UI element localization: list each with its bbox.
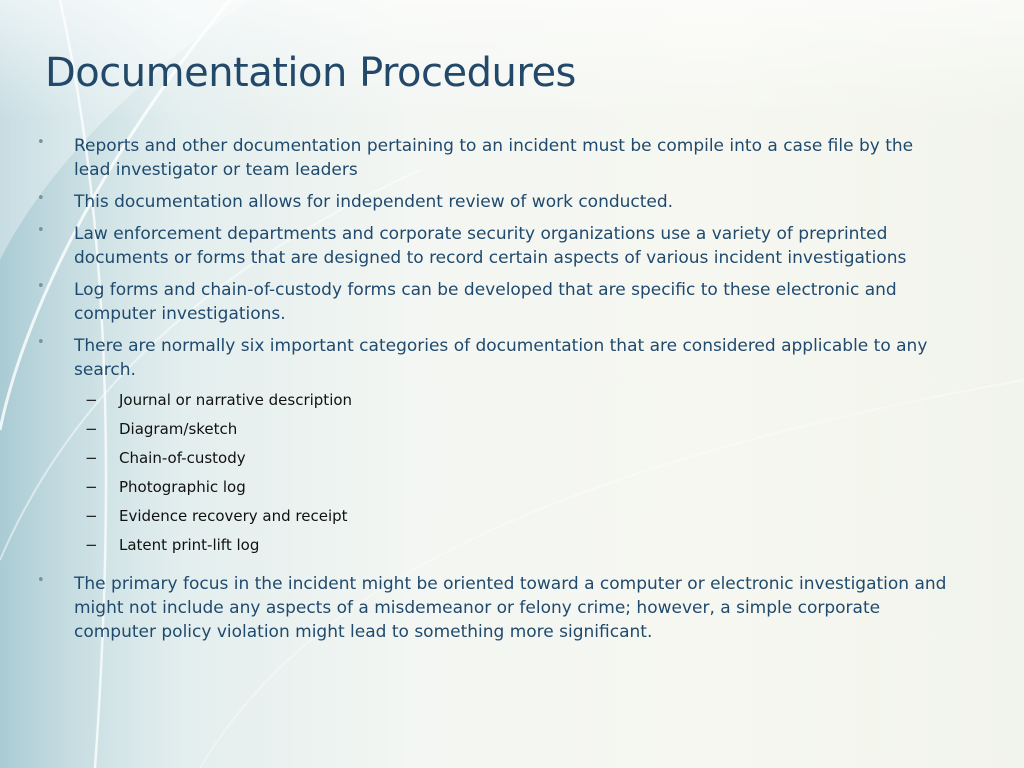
- slide-title: Documentation Procedures: [45, 50, 576, 96]
- documentation-categories-list: [74, 390, 954, 564]
- sub-item-text: Photographic log: [119, 478, 246, 496]
- sub-item-text: Latent print-lift log: [119, 536, 260, 554]
- sub-item-text: Chain-of-custody: [119, 449, 246, 467]
- dash-marker: −: [85, 478, 98, 496]
- dash-marker: −: [85, 507, 98, 525]
- sub-list-item: [74, 477, 954, 506]
- dash-marker: −: [85, 420, 98, 438]
- bullet-marker: •: [37, 191, 45, 206]
- dash-marker: −: [85, 536, 98, 554]
- bullet-marker: •: [37, 279, 45, 294]
- bullet-item: [0, 190, 954, 214]
- bullet-item: [0, 334, 954, 564]
- bullet-marker: •: [37, 335, 45, 350]
- bullet-marker: •: [37, 223, 45, 238]
- bullet-text: Law enforcement departments and corporate security organizations use a variety of preprinted documents or forms that are designed to record certain aspects of various incident investigations: [74, 224, 907, 268]
- bullet-text: There are normally six important categories of documentation that are considered applicable to any search.: [74, 336, 928, 380]
- sub-item-text: Diagram/sketch: [119, 420, 238, 438]
- dash-marker: −: [85, 391, 98, 409]
- bullet-item: [0, 278, 954, 326]
- bullet-text: Reports and other documentation pertaining to an incident must be compile into a case file by the lead investigator or team leaders: [74, 136, 914, 180]
- bullet-item: [0, 222, 954, 270]
- bullet-marker: •: [37, 573, 45, 588]
- sub-list-item: [74, 448, 954, 477]
- bullet-item: [0, 572, 954, 644]
- sub-list-item: [74, 535, 954, 564]
- bullet-list: [0, 134, 1024, 652]
- dash-marker: −: [85, 449, 98, 467]
- bullet-text: This documentation allows for independent review of work conducted.: [74, 192, 674, 212]
- sub-item-text: Evidence recovery and receipt: [119, 507, 348, 525]
- sub-item-text: Journal or narrative description: [119, 391, 353, 409]
- bullet-text: The primary focus in the incident might be oriented toward a computer or electronic investigation and might not include any aspects of a misdemeanor or felony crime; however, a simple corporate computer policy violation might lead to something more significant.: [74, 574, 947, 642]
- sub-list-item: [74, 419, 954, 448]
- sub-list-item: [74, 506, 954, 535]
- bullet-marker: •: [37, 135, 45, 150]
- bullet-text: Log forms and chain-of-custody forms can be developed that are specific to these electronic and computer investigations.: [74, 280, 897, 324]
- sub-list-item: [74, 390, 954, 419]
- bullet-item: [0, 134, 954, 182]
